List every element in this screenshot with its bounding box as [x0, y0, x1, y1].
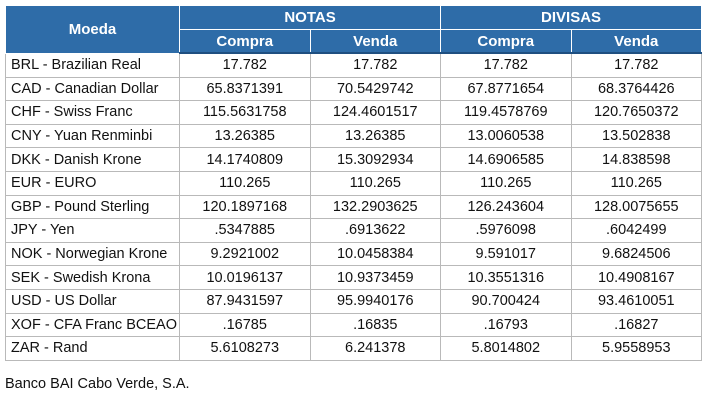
divisas-sell-cell: 93.4610051: [571, 289, 702, 313]
divisas-sell-cell: 68.3764426: [571, 77, 702, 101]
currency-cell: BRL - Brazilian Real: [6, 53, 180, 77]
divisas-sell-cell: 5.9558953: [571, 337, 702, 361]
notas-buy-cell: 110.265: [180, 171, 311, 195]
currency-cell: CNY - Yuan Renminbi: [6, 124, 180, 148]
divisas-buy-cell: 110.265: [441, 171, 572, 195]
table-row: [6, 337, 702, 361]
table-row: [6, 219, 702, 243]
notas-buy-cell: 65.8371391: [180, 77, 311, 101]
notas-buy-cell: 120.1897168: [180, 195, 311, 219]
notas-sell-cell: .16835: [310, 313, 441, 337]
divisas-buy-cell: 10.3551316: [441, 266, 572, 290]
notas-sell-cell: 13.26385: [310, 124, 441, 148]
divisas-sell-cell: 14.838598: [571, 148, 702, 172]
divisas-buy-cell: 90.700424: [441, 289, 572, 313]
currency-cell: CAD - Canadian Dollar: [6, 77, 180, 101]
currency-cell: EUR - EURO: [6, 171, 180, 195]
divisas-sell-cell: .16827: [571, 313, 702, 337]
notas-buy-cell: 115.5631758: [180, 101, 311, 125]
notas-buy-cell: .5347885: [180, 219, 311, 243]
currency-cell: ZAR - Rand: [6, 337, 180, 361]
notas-sell-cell: .6913622: [310, 219, 441, 243]
notas-sell-header: Venda: [310, 30, 441, 54]
currency-cell: CHF - Swiss Franc: [6, 101, 180, 125]
divisas-sell-cell: .6042499: [571, 219, 702, 243]
divisas-sell-cell: 13.502838: [571, 124, 702, 148]
notas-buy-cell: 87.9431597: [180, 289, 311, 313]
notas-sell-cell: 10.0458384: [310, 242, 441, 266]
notas-sell-cell: 70.5429742: [310, 77, 441, 101]
divisas-sell-cell: 9.6824506: [571, 242, 702, 266]
header-row-groups: [6, 6, 702, 30]
currency-cell: DKK - Danish Krone: [6, 148, 180, 172]
table-row: [6, 77, 702, 101]
currency-cell: SEK - Swedish Krona: [6, 266, 180, 290]
divisas-buy-cell: 14.6906585: [441, 148, 572, 172]
notas-buy-cell: 14.1740809: [180, 148, 311, 172]
divisas-buy-cell: 126.243604: [441, 195, 572, 219]
exchange-rates-table: [5, 5, 702, 361]
currency-cell: XOF - CFA Franc BCEAO: [6, 313, 180, 337]
currency-cell: NOK - Norwegian Krone: [6, 242, 180, 266]
table-row: [6, 124, 702, 148]
divisas-sell-header: Venda: [571, 30, 702, 54]
divisas-buy-cell: 67.8771654: [441, 77, 572, 101]
divisas-buy-cell: 17.782: [441, 53, 572, 77]
currency-cell: USD - US Dollar: [6, 289, 180, 313]
notas-sell-cell: 10.9373459: [310, 266, 441, 290]
notas-buy-cell: 5.6108273: [180, 337, 311, 361]
notas-sell-cell: 110.265: [310, 171, 441, 195]
table-row: [6, 53, 702, 77]
notas-sell-cell: 6.241378: [310, 337, 441, 361]
currency-cell: JPY - Yen: [6, 219, 180, 243]
notas-buy-cell: 9.2921002: [180, 242, 311, 266]
notas-sell-cell: 132.2903625: [310, 195, 441, 219]
divisas-sell-cell: 17.782: [571, 53, 702, 77]
divisas-buy-cell: 9.591017: [441, 242, 572, 266]
currency-column-header: Moeda: [6, 6, 180, 54]
bank-name-footer: Banco BAI Cabo Verde, S.A.: [5, 376, 190, 392]
notas-sell-cell: 17.782: [310, 53, 441, 77]
divisas-sell-cell: 10.4908167: [571, 266, 702, 290]
divisas-sell-cell: 120.7650372: [571, 101, 702, 125]
notas-buy-cell: .16785: [180, 313, 311, 337]
divisas-group-header: DIVISAS: [441, 6, 702, 30]
divisas-buy-cell: 119.4578769: [441, 101, 572, 125]
divisas-sell-cell: 110.265: [571, 171, 702, 195]
notas-buy-cell: 13.26385: [180, 124, 311, 148]
table-row: [6, 266, 702, 290]
table-row: [6, 313, 702, 337]
divisas-buy-cell: 13.0060538: [441, 124, 572, 148]
notas-sell-cell: 124.4601517: [310, 101, 441, 125]
notas-buy-cell: 10.0196137: [180, 266, 311, 290]
divisas-buy-cell: .16793: [441, 313, 572, 337]
divisas-sell-cell: 128.0075655: [571, 195, 702, 219]
table-body: [6, 53, 702, 360]
table-row: [6, 101, 702, 125]
table-row: [6, 242, 702, 266]
notas-buy-cell: 17.782: [180, 53, 311, 77]
divisas-buy-cell: .5976098: [441, 219, 572, 243]
table-header: [6, 6, 702, 54]
notas-sell-cell: 15.3092934: [310, 148, 441, 172]
table-row: [6, 148, 702, 172]
divisas-buy-cell: 5.8014802: [441, 337, 572, 361]
currency-cell: GBP - Pound Sterling: [6, 195, 180, 219]
table-row: [6, 195, 702, 219]
notas-group-header: NOTAS: [180, 6, 441, 30]
notas-sell-cell: 95.9940176: [310, 289, 441, 313]
table-row: [6, 289, 702, 313]
table-row: [6, 171, 702, 195]
divisas-buy-header: Compra: [441, 30, 572, 54]
notas-buy-header: Compra: [180, 30, 311, 54]
